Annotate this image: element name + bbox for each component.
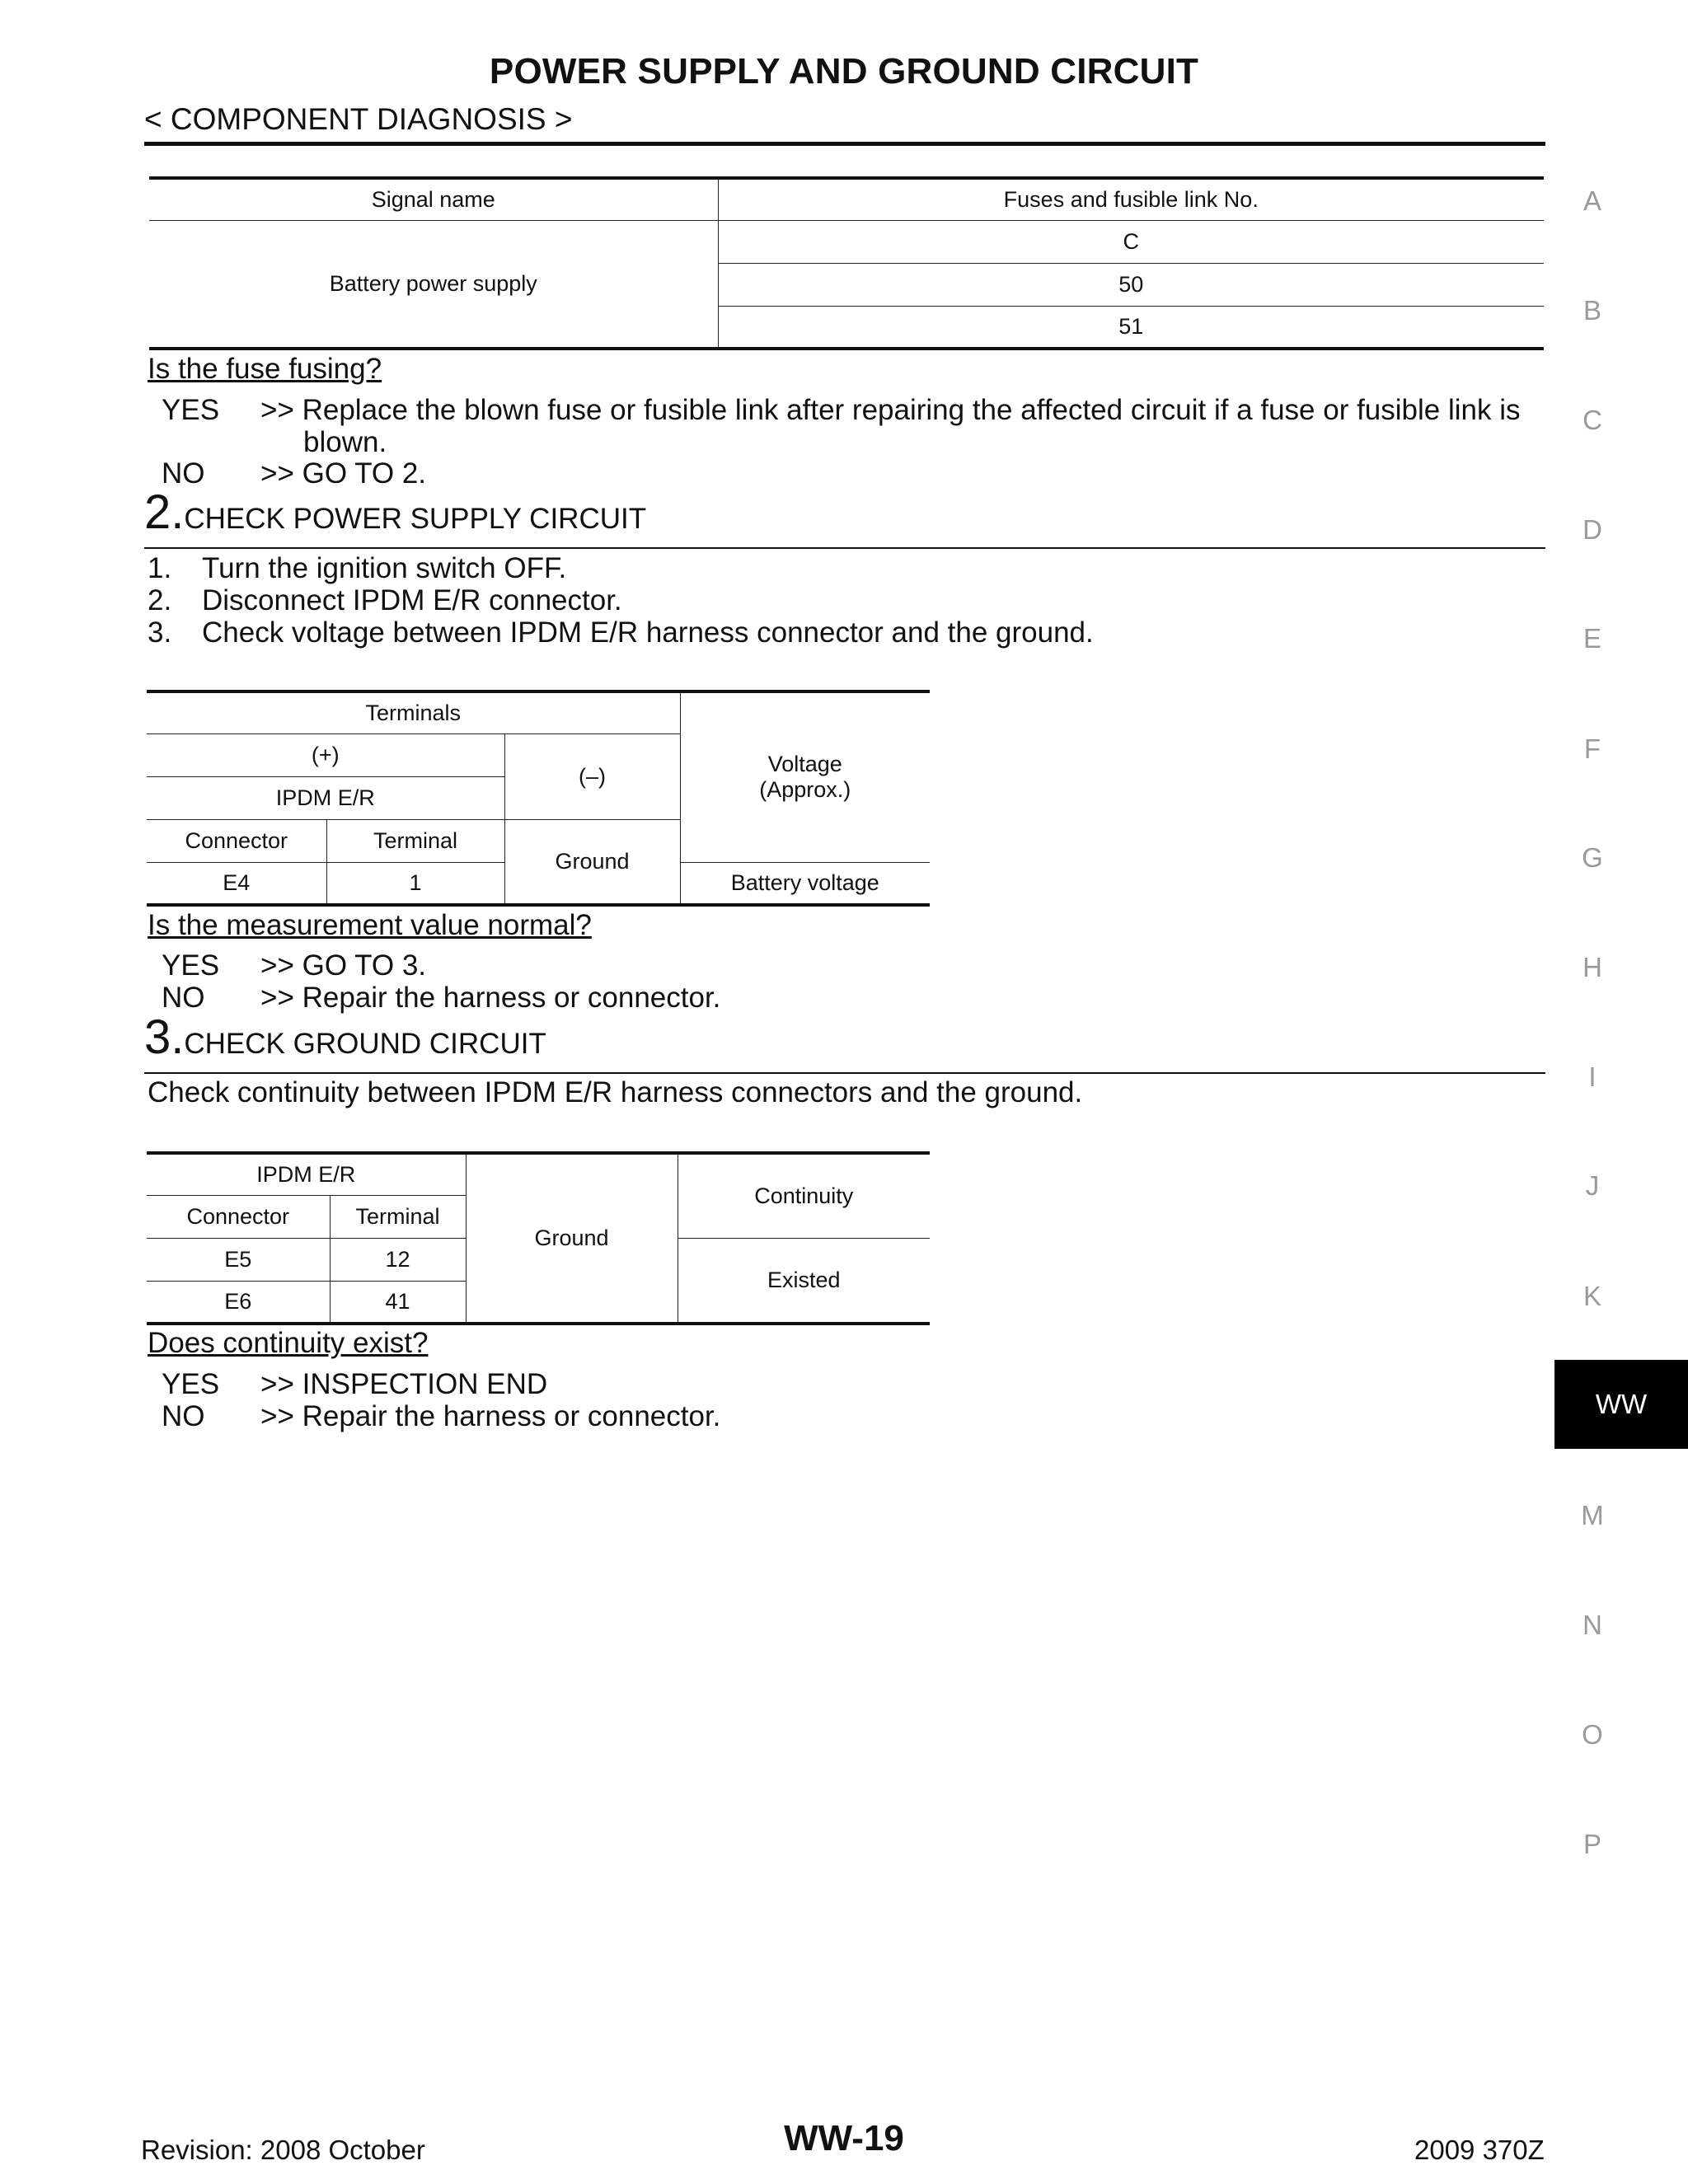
side-index-c[interactable]: C [1582,405,1602,435]
question-measurement-normal: Is the measurement value normal? [148,909,592,941]
answer-yes-key: YES [162,1368,220,1400]
continuity-table-terminal-header: Terminal [330,1195,466,1238]
side-index-j[interactable]: J [1585,1170,1600,1201]
answer-yes-text: >> INSPECTION END [260,1368,548,1400]
side-index-p[interactable]: P [1582,1829,1601,1859]
side-index-ww-active[interactable]: WW [1554,1360,1688,1449]
answer-no [162,1400,903,1433]
answer-no-key: NO [162,457,205,490]
continuity-table-terminal: 41 [330,1281,466,1324]
answer-yes-text: >> GO TO 3. [260,949,427,982]
fuse-table-fuse-cell: C [718,220,1544,263]
side-index-o[interactable]: O [1582,1719,1603,1750]
side-index-m[interactable]: M [1581,1500,1604,1530]
answer-no-key: NO [162,982,205,1014]
question-continuity-exist: Does continuity exist? [148,1327,429,1359]
side-index-h[interactable]: H [1582,952,1602,982]
question-fuse-fusing: Is the fuse fusing? [148,353,382,385]
voltage-table-terminal-header: Terminal [326,819,504,862]
page-title: POWER SUPPLY AND GROUND CIRCUIT [489,51,1199,91]
side-index-a[interactable]: A [1582,185,1601,216]
voltage-table-connector-header: Connector [147,819,326,862]
voltage-table-ground: Ground [504,819,680,905]
voltage-table-connector: E4 [147,862,326,905]
voltage-table-value: Battery voltage [680,862,930,905]
section-subtitle: < COMPONENT DIAGNOSIS > [144,102,573,136]
side-index-e[interactable]: E [1582,623,1601,654]
answer-no-text: >> Repair the harness or connector. [260,982,721,1014]
answer-yes-text-cont: blown. [303,426,387,458]
voltage-table-terminals: Terminals [147,691,680,733]
continuity-table-terminal: 12 [330,1238,466,1281]
step-number: 2. [144,485,185,539]
voltage-table-minus: (–) [504,733,680,819]
side-index-b[interactable]: B [1582,295,1601,326]
answer-no-key: NO [162,1400,205,1432]
continuity-table-continuity: Continuity [678,1153,930,1238]
side-index-i[interactable]: I [1588,1062,1597,1092]
footer-revision: Revision: 2008 October [141,2135,425,2165]
step-title: CHECK POWER SUPPLY CIRCUIT [184,503,647,535]
voltage-table-voltage-header: Voltage (Approx.) [680,691,930,862]
side-index-k[interactable]: K [1582,1281,1601,1311]
step-title: CHECK GROUND CIRCUIT [184,1028,546,1060]
continuity-table-existed: Existed [678,1238,930,1324]
continuity-table-connector-header: Connector [147,1195,330,1238]
side-index-f[interactable]: F [1583,733,1601,764]
step-3-rule [144,1072,1545,1074]
fuse-table-signal-cell: Battery power supply [149,220,718,349]
answer-no-text: >> Repair the harness or connector. [260,1400,721,1432]
fuse-table-header-fuses: Fuses and fusible link No. [718,178,1544,220]
footer-model: 2009 370Z [1414,2135,1545,2165]
voltage-table-ipdm: IPDM E/R [147,776,504,819]
step-number: 3. [144,1010,185,1064]
continuity-table-connector: E5 [147,1238,330,1281]
continuity-table-connector: E6 [147,1281,330,1324]
side-index-d[interactable]: D [1582,514,1602,545]
voltage-table-terminal: 1 [326,862,504,905]
fuse-table-fuse-cell: 51 [718,306,1544,349]
footer-page-number: WW-19 [784,2118,904,2158]
answer-yes [162,1368,903,1401]
answer-yes [162,949,903,982]
step-2-heading [144,485,646,540]
answer-yes-text: >> Replace the blown fuse or fusible link after repairing the affected circuit if a fuse or fusible link is [260,394,1521,426]
answer-yes-key: YES [162,394,220,426]
continuity-table-ipdm: IPDM E/R [147,1153,466,1195]
side-index-g[interactable]: G [1582,842,1603,873]
fuse-table-header-signal: Signal name [149,178,718,220]
step-3-heading [144,1010,546,1065]
voltage-table [147,690,930,907]
side-index-n[interactable]: N [1582,1610,1602,1640]
continuity-table [147,1151,930,1325]
answer-no-text: >> GO TO 2. [260,457,427,490]
step-3-paragraph: Check continuity between IPDM E/R harness connectors and the ground. [148,1076,1083,1108]
answer-yes-key: YES [162,949,220,982]
header-rule [144,142,1545,146]
fuse-table-fuse-cell: 50 [718,263,1544,306]
voltage-table-plus: (+) [147,733,504,776]
fuse-table [149,176,1544,350]
step-2-rule [144,547,1545,549]
continuity-table-ground: Ground [466,1153,678,1324]
